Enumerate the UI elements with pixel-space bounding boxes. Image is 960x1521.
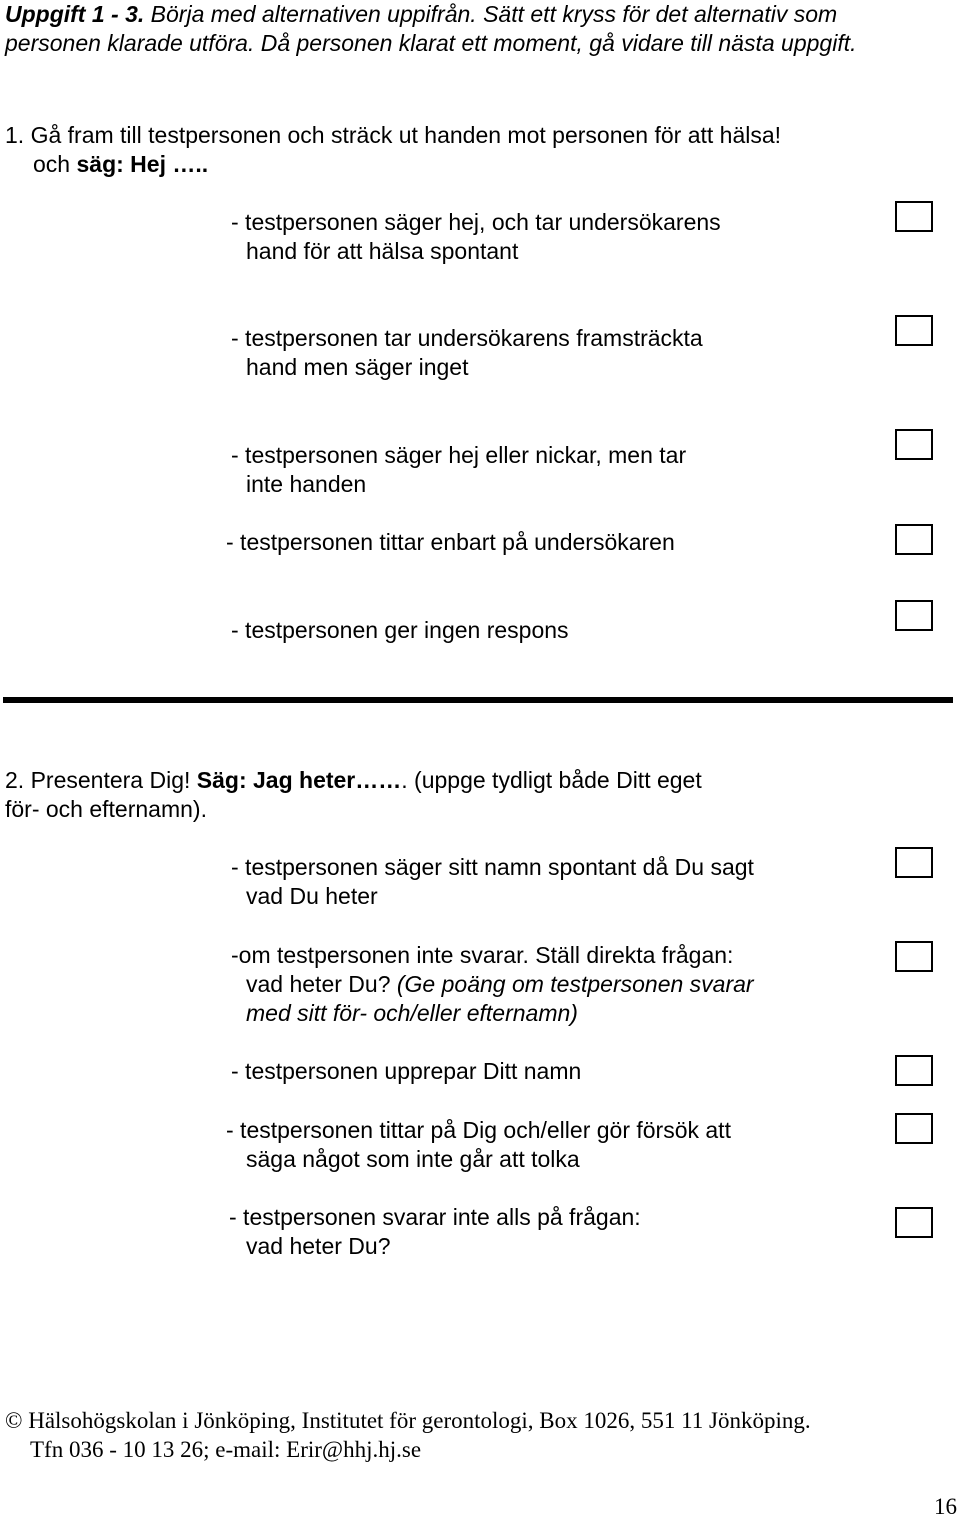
task1-option-3-checkbox[interactable] [895,429,933,460]
task1-option-4-checkbox[interactable] [895,524,933,555]
task2-option-5-checkbox[interactable] [895,1207,933,1238]
task2-option-4-checkbox[interactable] [895,1113,933,1144]
intro-line-1 [5,0,837,29]
option-line [231,970,754,999]
option-line: - testpersonen säger sitt namn spontant då Du sagt [231,854,754,880]
task1-option-3-text [231,441,686,499]
task1-option-2-text [231,324,703,382]
task2-option-2-checkbox[interactable] [895,941,933,972]
task2-option-2-text [231,941,754,1028]
option-note-line: med sitt för- och/eller efternamn) [246,1000,578,1026]
option-line: - testpersonen tar undersökarens framsträckta [231,325,703,351]
option-line: - testpersonen säger hej eller nickar, men tar [231,442,687,468]
option-line: hand men säger inget [246,354,469,380]
task1-instruction [33,150,208,179]
task2-heading-line-2: för- och efternamn). [5,796,207,822]
task1-heading: 1. Gå fram till testpersonen och sträck ut handen mot personen för att hälsa! [5,122,782,148]
option-line: inte handen [246,471,367,497]
option-line: vad heter Du? [246,1233,391,1259]
task1-option-1-checkbox[interactable] [895,201,933,232]
intro-line-2: personen klarade utföra. Då personen klarat ett moment, gå vidare till nästa uppgift. [5,30,857,56]
task1-option-4-text: - testpersonen tittar enbart på undersökaren [226,529,675,555]
task-label: Uppgift 1 - 3. [5,1,145,27]
footer-copyright: © Hälsohögskolan i Jönköping, Institutet för gerontologi, Box 1026, 551 11 Jönköping. [5,1408,811,1433]
option-line: hand för att hälsa spontant [246,238,519,264]
option-note: (Ge poäng om testpersonen svarar [396,971,754,997]
option-line: säga något som inte går att tolka [246,1146,580,1172]
task1-instruction-prefix: och [33,151,77,177]
task1-option-1-text [231,208,721,266]
task1-say: säg: Hej ….. [76,151,209,177]
task2-prefix: 2. Presentera Dig! [5,767,197,793]
task2-option-5-text [229,1203,641,1261]
task1-option-5-text: - testpersonen ger ingen respons [231,617,569,643]
task2-say: Säg: Jag heter…… [196,767,402,793]
task2-option-1-checkbox[interactable] [895,847,933,878]
option-line: - testpersonen tittar på Dig och/eller gör försök att [226,1117,731,1143]
option-line: - testpersonen svarar inte alls på frågan: [229,1204,641,1230]
task1-option-2-checkbox[interactable] [895,315,933,346]
task2-option-1-text [231,853,754,911]
task1-option-5-checkbox[interactable] [895,600,933,631]
option-line: - testpersonen säger hej, och tar undersökarens [231,209,721,235]
page-number: 16 [934,1494,957,1519]
section-divider [3,697,953,703]
task2-rest: . (uppge tydligt både Ditt eget [401,767,702,793]
option-text: vad heter Du? [246,971,397,997]
intro-text: Börja med alternativen uppifrån. Sätt ett kryss för det alternativ som [144,1,838,27]
task2-heading [5,766,702,795]
task2-option-3-checkbox[interactable] [895,1055,933,1086]
task2-option-3-text: - testpersonen upprepar Ditt namn [231,1058,582,1084]
option-line: vad Du heter [246,883,378,909]
footer-contact: Tfn 036 - 10 13 26; e-mail: Erir@hhj.hj.se [30,1437,422,1462]
task2-option-4-text [226,1116,731,1174]
option-line: -om testpersonen inte svarar. Ställ direkta frågan: [231,942,734,968]
